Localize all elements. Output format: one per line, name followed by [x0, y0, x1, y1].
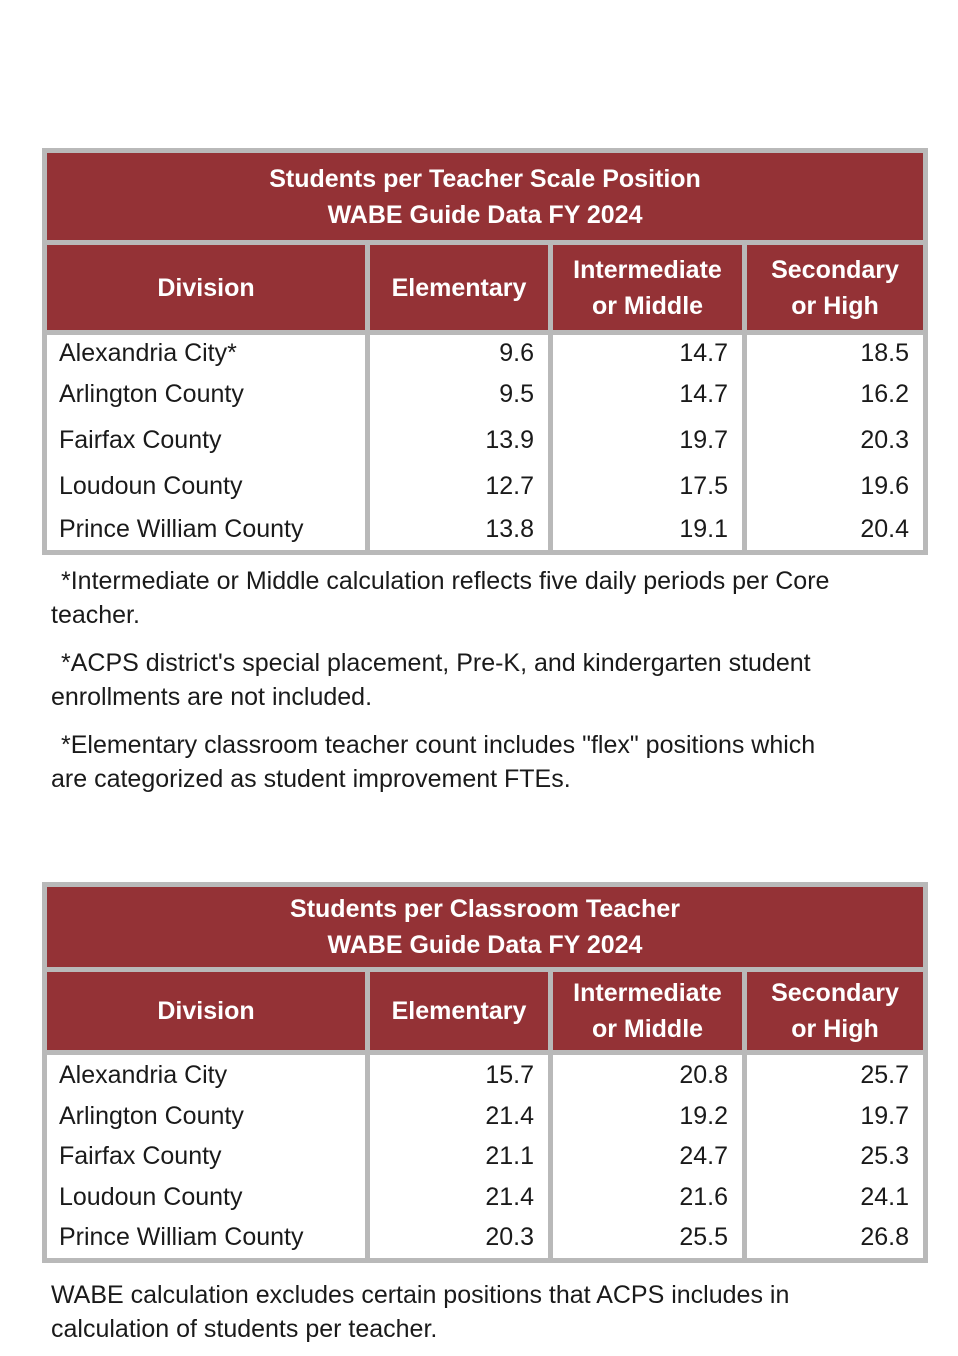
value-cell: 19.7 [679, 426, 728, 454]
intermediate-column [553, 1055, 742, 1258]
value-cell: 14.7 [679, 380, 728, 408]
table1-header-row [47, 245, 923, 330]
value-cell: 24.7 [679, 1142, 728, 1170]
value-cell: 13.8 [485, 515, 534, 543]
division-cell: Arlington County [59, 1101, 244, 1130]
value-cell: 21.4 [485, 1101, 534, 1130]
division-cell: Loudoun County [59, 472, 243, 500]
value-cell: 9.5 [499, 380, 534, 408]
division-cell: Prince William County [59, 1223, 304, 1251]
value-cell: 19.6 [860, 472, 910, 500]
table2-header-row [47, 972, 923, 1050]
table2-title-line1: Students per Classroom Teacher [290, 895, 680, 923]
table2-body [47, 1055, 923, 1258]
header-division: Division [47, 245, 365, 330]
division-column [47, 1055, 365, 1258]
table2-title [47, 887, 923, 967]
value-cell: 14.7 [679, 339, 728, 367]
footnote-enrollments: *ACPS district's special placement, Pre-K, and kindergarten student enrollments are not included. [51, 649, 811, 711]
value-cell: 19.7 [860, 1101, 909, 1130]
header-division: Division [47, 972, 365, 1050]
footnote-wabe-calculation: WABE calculation excludes certain positions that ACPS includes in calculation of students per teacher. [51, 1281, 790, 1343]
division-cell: Fairfax County [59, 426, 222, 454]
value-cell: 15.7 [485, 1061, 534, 1089]
students-per-teacher-scale-table [42, 148, 928, 555]
value-cell: 19.2 [679, 1101, 728, 1130]
value-cell: 19.1 [679, 515, 728, 543]
secondary-column [747, 1055, 923, 1258]
secondary-column [747, 335, 923, 550]
table1-title [47, 153, 923, 240]
footnote-middle-calculation: *Intermediate or Middle calculation reflects five daily periods per Core teacher. [51, 567, 830, 629]
value-cell: 9.6 [499, 339, 534, 367]
division-cell: Arlington County [59, 380, 244, 408]
value-cell: 16.2 [860, 380, 910, 408]
value-cell: 20.3 [485, 1223, 534, 1251]
value-cell: 24.1 [860, 1182, 909, 1211]
elementary-column [370, 1055, 548, 1258]
elementary-column [370, 335, 548, 550]
value-cell: 17.5 [679, 472, 728, 500]
value-cell: 25.3 [860, 1142, 909, 1170]
value-cell: 20.4 [860, 515, 910, 543]
value-cell: 21.4 [485, 1182, 534, 1211]
division-cell: Fairfax County [59, 1142, 222, 1170]
header-elementary: Elementary [370, 972, 548, 1050]
value-cell: 21.6 [679, 1182, 728, 1211]
table1-title-line2: WABE Guide Data FY 2024 [327, 200, 643, 229]
value-cell: 20.3 [860, 426, 910, 454]
header-intermediate: Intermediate or Middle [553, 245, 742, 330]
value-cell: 25.5 [679, 1223, 728, 1251]
division-cell: Alexandria City [59, 1061, 228, 1089]
table1-body [47, 335, 923, 550]
division-cell: Loudoun County [59, 1182, 243, 1211]
value-cell: 26.8 [860, 1223, 909, 1251]
value-cell: 25.7 [860, 1061, 909, 1089]
header-intermediate: Intermediate or Middle [553, 972, 742, 1050]
division-column [47, 335, 365, 550]
footnote-flex-positions: *Elementary classroom teacher count includes "flex" positions which are categorized as student improvement FTEs. [51, 731, 816, 793]
value-cell: 13.9 [485, 426, 534, 454]
intermediate-column [553, 335, 742, 550]
table1-title-line1: Students per Teacher Scale Position [269, 164, 701, 193]
table2-title-line2: WABE Guide Data FY 2024 [327, 931, 643, 959]
header-secondary: Secondary or High [747, 245, 923, 330]
value-cell: 21.1 [485, 1142, 534, 1170]
value-cell: 18.5 [860, 339, 910, 367]
header-secondary: Secondary or High [747, 972, 923, 1050]
value-cell: 12.7 [485, 472, 534, 500]
value-cell: 20.8 [679, 1061, 728, 1089]
division-cell: Prince William County [59, 515, 304, 543]
header-elementary: Elementary [370, 245, 548, 330]
students-per-classroom-teacher-table [42, 882, 928, 1263]
division-cell: Alexandria City* [59, 339, 237, 367]
